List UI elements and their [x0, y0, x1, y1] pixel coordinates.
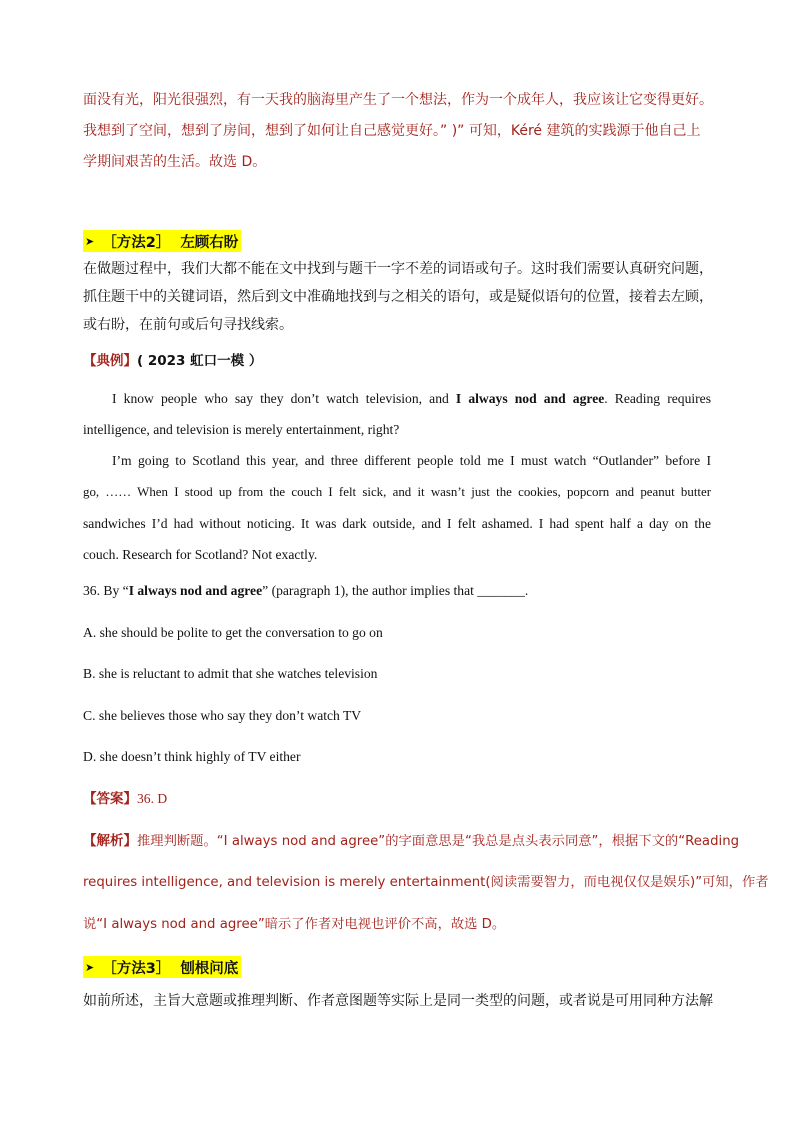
- answer-value: 36. D: [137, 791, 168, 806]
- method-2-number: 2］: [145, 234, 171, 251]
- passage-line-1: I know people who say they don’t watch television, and I always nod and agree. Reading requires: [112, 391, 711, 406]
- example-label: 【典例】: [83, 353, 137, 369]
- method-2-body-line-1: 在做题过程中，我们大都不能在文中找到与题干一字不差的词语或句子。这时我们需要认真研究问题，: [83, 261, 713, 277]
- analysis-line-3: 说“I always nod and agree”暗示了作者对电视也评价不高，故选 D。: [83, 917, 506, 932]
- intro-line-3: 学期间艰苦的生活。故选 D。: [83, 154, 267, 170]
- method-2-prefix: ［方法: [102, 234, 146, 251]
- option-a: A. she should be polite to get the conversation to go on: [83, 625, 383, 640]
- answer-row: [83, 789, 167, 809]
- analysis-label: 【解析】: [83, 833, 137, 849]
- question-stem: 36. By “I always nod and agree” (paragraph 1), the author implies that _______.: [83, 583, 529, 598]
- method-3-heading: [83, 956, 241, 978]
- passage-line-3: I’m going to Scotland this year, and three different people told me I must watch “Outlander” before I: [112, 453, 711, 468]
- option-c: C. she believes those who say they don’t watch TV: [83, 708, 362, 723]
- method-3-number: 3］: [145, 960, 171, 977]
- intro-line-1: 面没有光，阳光很强烈，有一天我的脑海里产生了一个想法，作为一个成年人，我应该让它变得更好。: [83, 92, 713, 108]
- method-3-body-line-1: 如前所述，主旨大意题或推理判断、作者意图题等实际上是同一类型的问题，或者说是可用同种方法解: [83, 993, 713, 1009]
- method-2-body-line-2: 抓住题干中的关键词语，然后到文中准确地找到与之相关的语句，或是疑似语句的位置，接着去左顾，: [83, 289, 713, 305]
- passage-keyword: I always nod and agree: [455, 391, 605, 406]
- arrow-bullet-icon: ➤: [85, 960, 95, 974]
- question-keyword: I always nod and agree: [128, 583, 263, 598]
- answer-label: 【答案】: [83, 791, 137, 807]
- passage-line-6: couch. Research for Scotland? Not exactly.: [83, 547, 318, 562]
- analysis-line-2: requires intelligence, and television is merely entertainment(阅读需要智力，而电视仅仅是娱乐)”可知，作者: [83, 875, 769, 890]
- analysis-line-1: 【解析】推理判断题。“I always nod and agree”的字面意思是“我总是点头表示同意”，根据下文的“Reading: [83, 833, 740, 849]
- passage-line-4: go, …… When I stood up from the couch I felt sick, and it wasn’t just the cookies, popcorn and peanut butter: [83, 485, 711, 499]
- example-label-row: [83, 351, 262, 371]
- method-2-title: 左顾右盼: [180, 234, 239, 251]
- method-2-body-line-3: 或右盼，在前句或后句寻找线索。: [83, 317, 293, 333]
- method-2-heading: [83, 230, 241, 252]
- method-3-title: 刨根问底: [180, 960, 239, 977]
- intro-line-2: 我想到了空间，想到了房间，想到了如何让自己感觉更好。” )” 可知，Kéré 建筑的实践源于他自己上: [83, 123, 701, 139]
- passage-line-5: sandwiches I’d had without noticing. It was dark outside, and I felt ashamed. I had spent half a day on the: [83, 516, 711, 531]
- method-3-prefix: ［方法: [102, 960, 146, 977]
- arrow-bullet-icon: ➤: [85, 234, 95, 248]
- option-b: B. she is reluctant to admit that she watches television: [83, 666, 378, 681]
- passage-line-2: intelligence, and television is merely entertainment, right?: [83, 422, 400, 437]
- option-d: D. she doesn’t think highly of TV either: [83, 749, 301, 764]
- example-source: ( 2023 虹口一模 ）: [137, 353, 263, 369]
